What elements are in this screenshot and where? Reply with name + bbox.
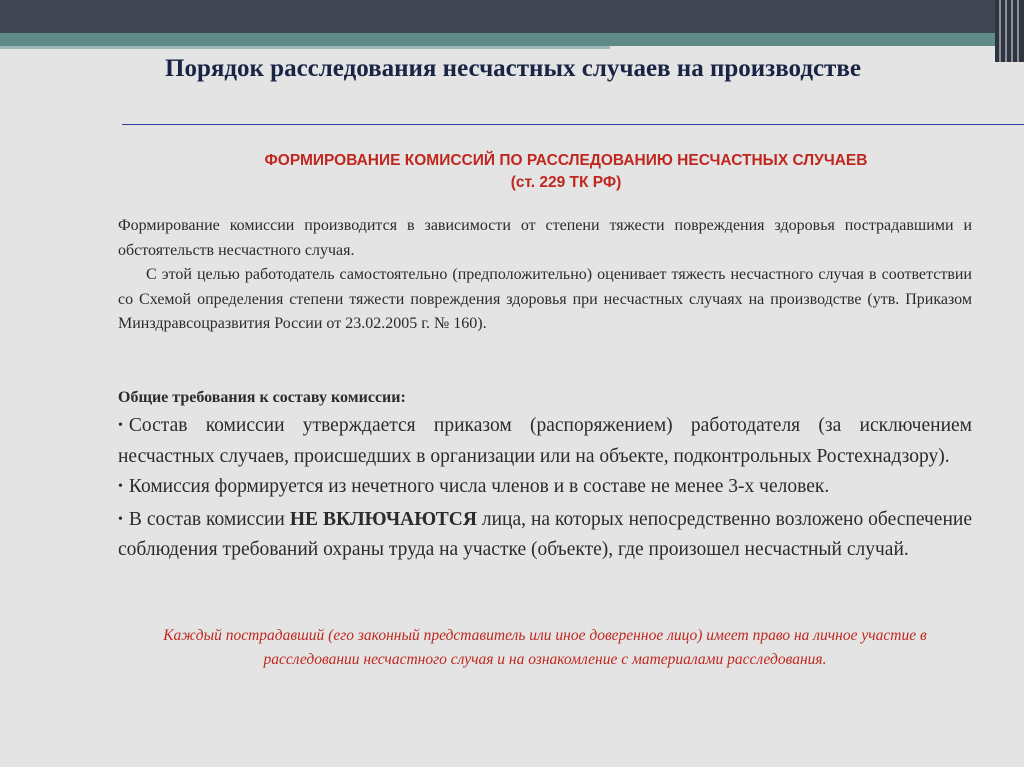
slide-title: Порядок расследования несчастных случаев на производстве: [165, 55, 861, 82]
bullet-icon: •: [118, 479, 123, 494]
paragraph-1: Формирование комиссии производится в зависимости от степени тяжести повреждения здоровья пострадавшими и обстоятельств несчастного случая.: [118, 217, 972, 259]
section-heading: [128, 150, 1004, 194]
list-item-text: Состав комиссии утверждается приказом (распоряжением) работодателя (за исключением несчастных случаев, происшедших в организации или на объекте, подконтрольных Ростехнадзору).: [118, 415, 972, 467]
corner-decoration: [995, 0, 1024, 62]
list-item-text-end: лица, на которых непосредственно возложено обеспечение соблюдения требований охраны труда на участке (объекте), где произошел несчастный случай.: [118, 508, 972, 560]
header-accent-line: [0, 46, 610, 49]
header-band: [0, 0, 1024, 33]
paragraph-2: С этой целью работодатель самостоятельно (предположительно) оценивает тяжесть несчастного случая в соответствии со Схемой определения степени тяжести повреждения здоровья при несчастных случаях на производстве (утв. Приказом Минздравсоцразвития России от 23.02.2005 г. № 160).: [118, 266, 972, 332]
rights-note: Каждый пострадавший (его законный представитель или иное доверенное лицо) имеет право на личное участие в расследовании несчастного случая и на ознакомление с материалами расследования.: [163, 627, 927, 668]
list-item: [118, 473, 972, 504]
section-heading-line2: (ст. 229 ТК РФ): [510, 174, 622, 191]
requirements-list: [118, 412, 972, 565]
list-item: [118, 506, 972, 565]
title-divider: [122, 124, 1024, 125]
requirements-section: [118, 386, 972, 567]
list-item-text-start: В состав комиссии: [128, 508, 290, 530]
section-heading-line1: ФОРМИРОВАНИЕ КОМИССИЙ ПО РАССЛЕДОВАНИЮ НЕСЧАСТНЫХ СЛУЧАЕВ: [264, 152, 868, 169]
body-text: [118, 214, 972, 337]
requirements-heading: Общие требования к составу комиссии:: [118, 389, 406, 406]
bullet-icon: •: [118, 418, 123, 433]
bullet-icon: •: [118, 511, 123, 527]
emphasis-not-included: НЕ ВКЛЮЧАЮТСЯ: [289, 508, 477, 530]
list-item-text: Комиссия формируется из нечетного числа членов и в составе не менее 3-х человек.: [128, 476, 830, 497]
header-accent-band: [0, 33, 1024, 46]
list-item: [118, 412, 972, 471]
